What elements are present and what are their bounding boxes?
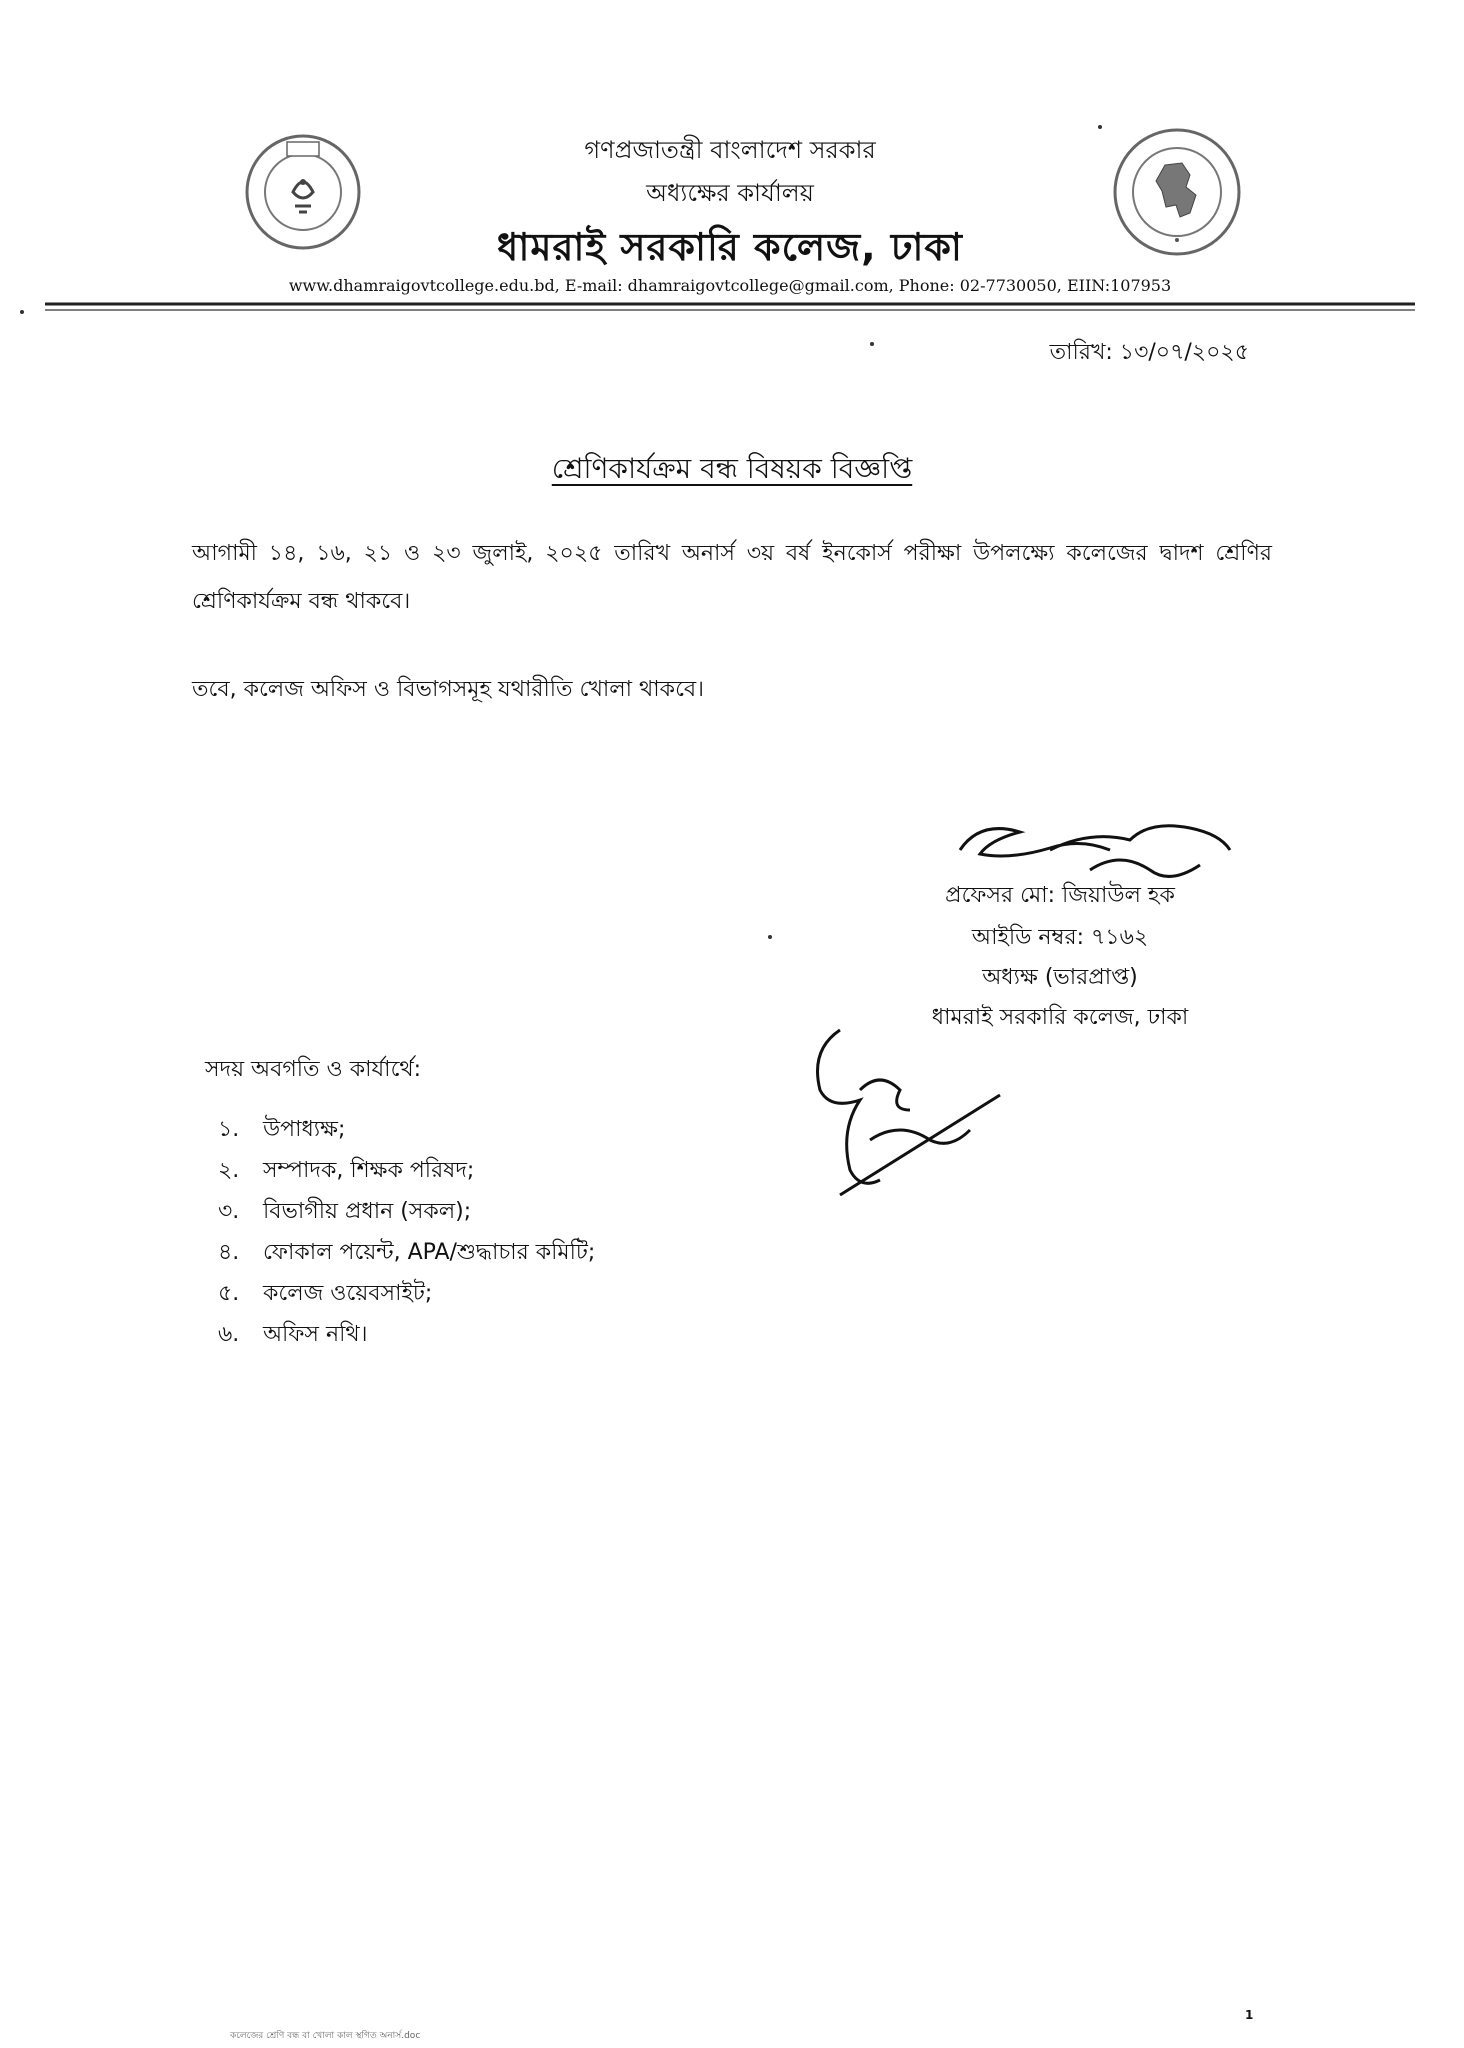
contact-info: www.dhamraigovtcollege.edu.bd, E-mail: dhamraigovtcollege@gmail.com, Phone: 02-7730050, EIIN:107953: [288, 276, 1172, 295]
list-item-number: ৪.: [218, 1240, 240, 1265]
government-name: গণপ্রজাতন্ত্রী বাংলাদেশ সরকার: [584, 136, 876, 164]
list-item: [218, 1235, 595, 1276]
list-item-number: ৫.: [218, 1281, 240, 1306]
notice-title: [200, 447, 1264, 494]
bangladesh-govt-seal-icon: [1110, 125, 1245, 260]
copies-list: [218, 1112, 595, 1358]
scan-speck: [768, 935, 772, 939]
header-divider: [45, 300, 1415, 314]
college-name: ধামরাই সরকারি কলেজ, ঢাকা: [497, 225, 963, 269]
list-item-text: উপাধ্যক্ষ;: [263, 1117, 346, 1142]
list-item-text: কলেজ ওয়েবসাইট;: [263, 1281, 433, 1306]
footer-file-path: কলেজের শ্রেণি বন্ধ বা খোলা কাল স্থগিত অনার্স.doc: [230, 2031, 421, 2041]
notice-paragraph-2: তবে, কলেজ অফিস ও বিভাগসমূহ যথারীতি খোলা থাকবে।: [192, 677, 705, 702]
list-item-number: ৬.: [218, 1322, 240, 1347]
scan-speck: [20, 310, 24, 314]
list-item-number: ২.: [218, 1158, 240, 1183]
copies-heading: সদয় অবগতি ও কার্যার্থে:: [205, 1057, 422, 1082]
signatory-name: প্রফেসর মো: জিয়াউল হক: [945, 883, 1175, 908]
list-item-text: ফোকাল পয়েন্ট, APA/শুদ্ধাচার কমিটি;: [263, 1240, 596, 1265]
office-name: অধ্যক্ষের কার্যালয়: [646, 179, 814, 207]
list-item-text: সম্পাদক, শিক্ষক পরিষদ;: [263, 1158, 475, 1183]
notice-date: তারিখ: ১৩/০৭/২০২৫: [1049, 340, 1249, 365]
list-item: [218, 1112, 595, 1153]
list-item: [218, 1153, 595, 1194]
page-number: 1: [1245, 2008, 1254, 2022]
list-item: [218, 1276, 595, 1317]
list-item-text: অফিস নথি।: [263, 1322, 368, 1347]
signatory-id: আইডি নম্বর: ৭১৬২: [971, 925, 1149, 950]
college-seal-icon: [243, 132, 363, 252]
list-item-number: ১.: [218, 1117, 240, 1142]
list-item: [218, 1194, 595, 1235]
notice-paragraph-1: আগামী ১৪, ১৬, ২১ ও ২৩ জুলাই, ২০২৫ তারিখ অনার্স ৩য় বর্ষ ইনকোর্স পরীক্ষা উপলক্ষ্যে কলেজের দ্বাদশ শ্রেণির শ্রেণিকার্যক্রম বন্ধ থাকবে।: [192, 541, 1272, 614]
scan-speck: [1098, 125, 1102, 129]
signatory-designation: অধ্যক্ষ (ভারপ্রাপ্ত): [982, 965, 1138, 990]
list-item-number: ৩.: [218, 1199, 240, 1224]
list-item: [218, 1317, 595, 1358]
initial-signature: [800, 1010, 1010, 1210]
notice-title-text: শ্রেণিকার্যক্রম বন্ধ বিষয়ক বিজ্ঞপ্তি: [551, 452, 913, 485]
list-item-text: বিভাগীয় প্রধান (সকল);: [263, 1199, 472, 1224]
signatory-institution: ধামরাই সরকারি কলেজ, ঢাকা: [931, 1005, 1189, 1030]
scan-speck: [870, 342, 874, 346]
